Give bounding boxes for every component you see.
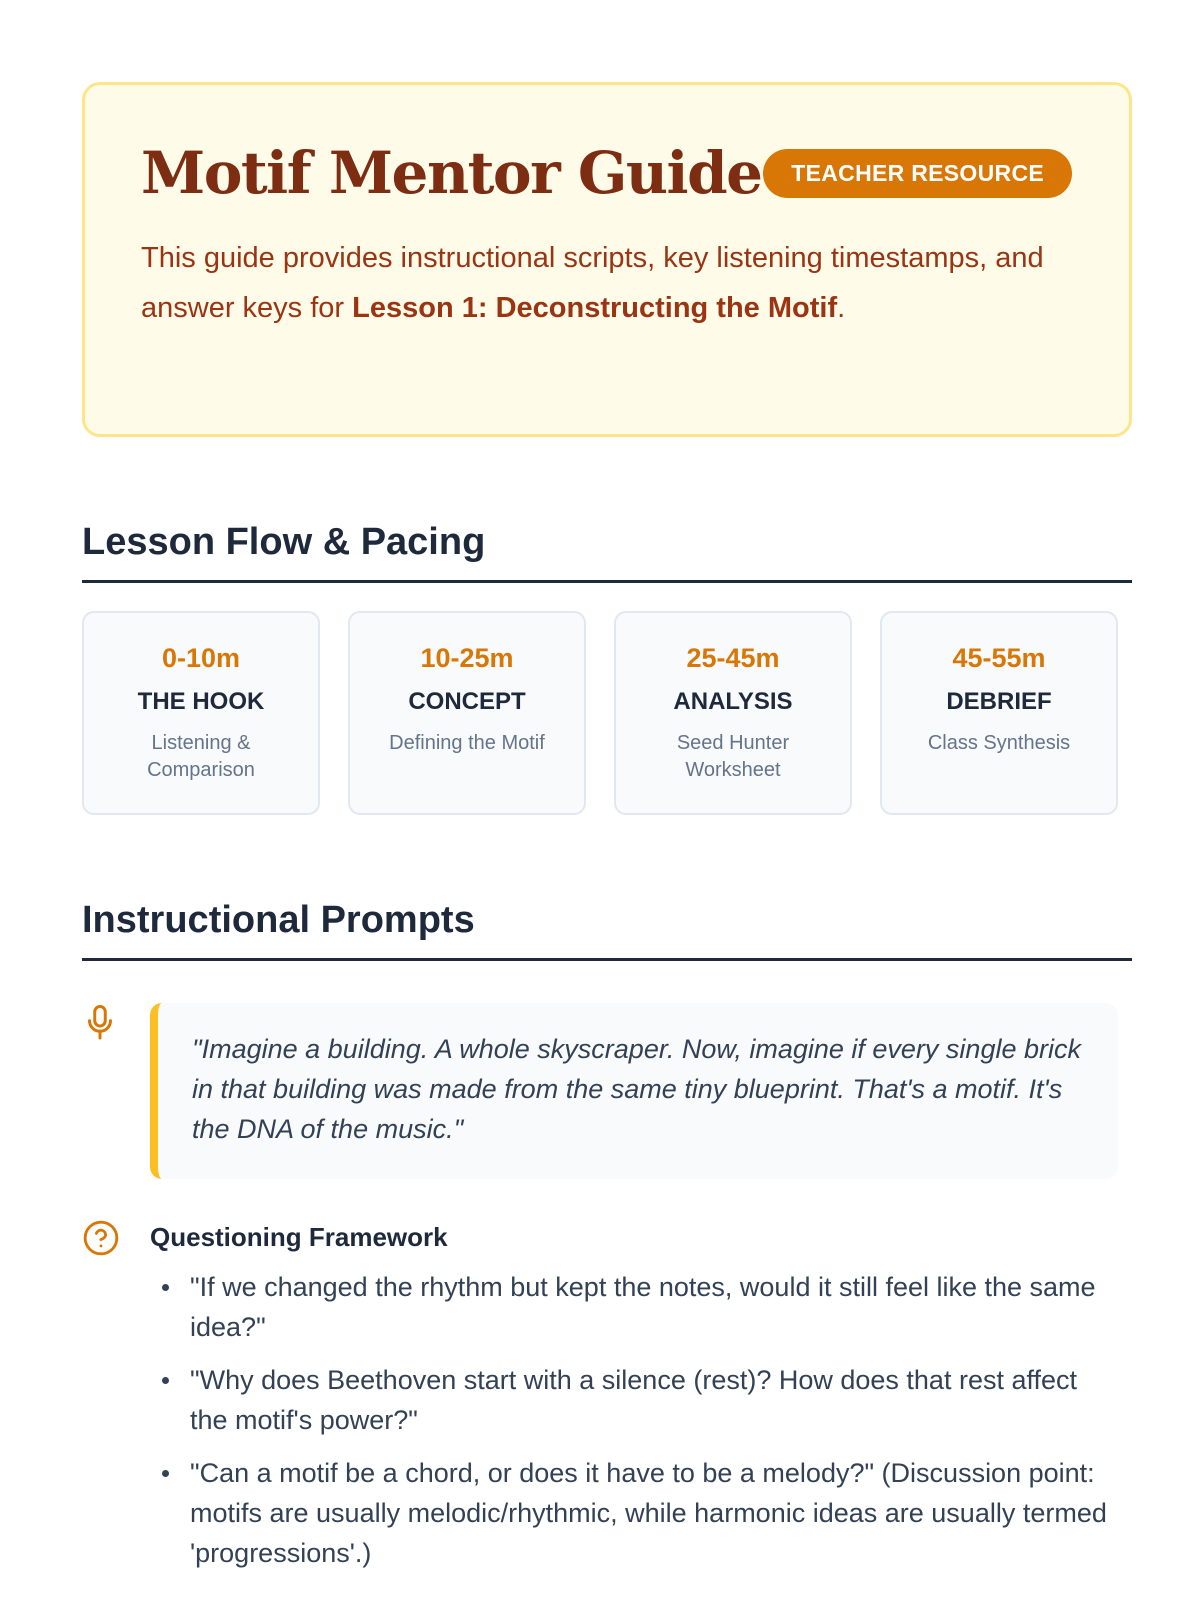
title-row (141, 133, 1073, 213)
intro-suffix: . (837, 292, 846, 324)
question-list (150, 1267, 1110, 1573)
questioning-framework (82, 1217, 1118, 1586)
script-quote: "Imagine a building. A whole skyscraper. Now, imagine if every single brick in that building was made from the same tiny blueprint. That's a motif. It's the DNA of the music." (150, 1003, 1118, 1179)
flow-card-concept (348, 611, 586, 815)
flow-time: 45-55m (952, 643, 1046, 673)
flow-card-analysis (614, 611, 852, 815)
flow-name: ANALYSIS (673, 688, 793, 715)
flow-card-hook (82, 611, 320, 815)
lesson-name: Lesson 1: Deconstructing the Motif (352, 292, 838, 324)
list-item: "Why does Beethoven start with a silence (rest)? How does that rest affect the motif's power?" (150, 1360, 1110, 1440)
list-item: "If we changed the rhythm but kept the notes, would it still feel like the same idea?" (150, 1267, 1110, 1347)
flow-desc: Defining the Motif (389, 732, 545, 754)
intro-text (141, 233, 1061, 333)
flow-desc: Listening & Comparison (147, 732, 255, 781)
intro-prefix: This guide provides instructional scripts, key listening timestamps, and answer keys for (141, 242, 1044, 324)
framework-title: Questioning Framework (150, 1222, 448, 1252)
flow-time: 0-10m (161, 643, 241, 673)
flow-name: DEBRIEF (946, 688, 1052, 715)
question-circle-icon (82, 1244, 120, 1261)
flow-desc: Class Synthesis (927, 732, 1071, 754)
flow-card-debrief (880, 611, 1118, 815)
flow-desc: Seed Hunter Worksheet (676, 732, 790, 781)
flow-time: 10-25m (420, 643, 514, 673)
flow-time: 25-45m (686, 643, 780, 673)
list-item: "Can a motif be a chord, or does it have to be a melody?" (Discussion point: motifs are usually melodic/rhythmic, while harmonic ideas are usually termed 'progressions'.) (150, 1453, 1110, 1573)
page-title: Motif Mentor Guide (141, 139, 762, 207)
lesson-flow-heading: Lesson Flow & Pacing (82, 521, 1132, 583)
instructional-prompts-heading: Instructional Prompts (82, 899, 1132, 961)
lesson-flow-cards (82, 611, 1118, 815)
flow-name: CONCEPT (408, 688, 526, 715)
teacher-resource-badge: TEACHER RESOURCE (763, 149, 1072, 198)
header-card (82, 82, 1132, 437)
script-quote-row (82, 1003, 1118, 1179)
flow-name: THE HOOK (137, 688, 265, 715)
microphone-icon (82, 1030, 118, 1047)
